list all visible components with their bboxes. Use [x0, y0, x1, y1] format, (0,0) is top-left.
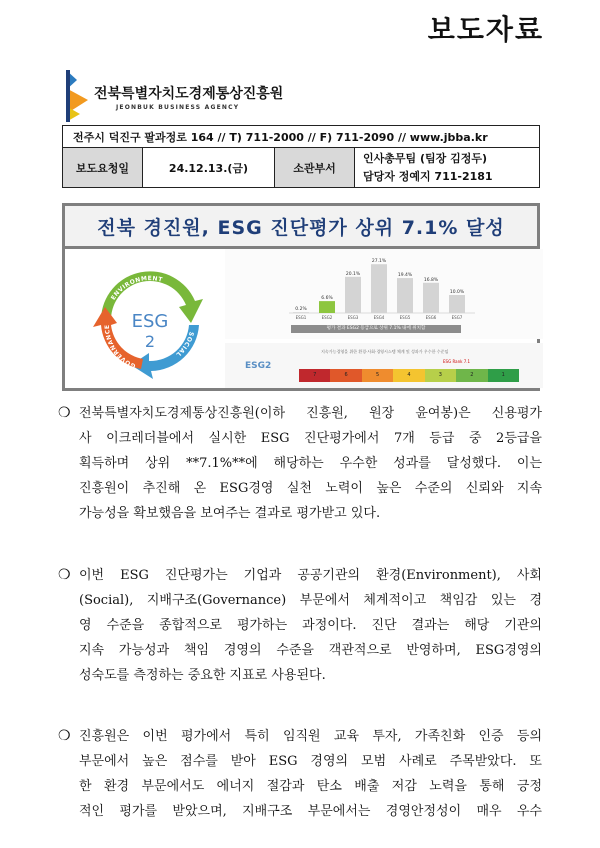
- paragraph-3: [60, 724, 542, 824]
- paragraph-line: 진흥원은 이번 평가에서 특히 임직원 교육 투자, 가족친화 인증 등의: [79, 729, 542, 744]
- governance-label: GOVERNANCE: [103, 324, 137, 370]
- bar-esg3: [345, 277, 361, 313]
- paragraph-line: 획득하며 상위 **7.1%**에 해당하는 우수한 성과를 달성했다. 이는: [79, 456, 542, 471]
- esg-center-number: 2: [144, 332, 156, 351]
- paragraph-line: 진흥원이 추진해 온 ESG경영 실천 노력이 높은 수준의 신뢰와 지속: [79, 481, 542, 496]
- environment-label: ENVIRONMENT: [109, 275, 164, 302]
- grade-cell-2: 2: [456, 369, 487, 382]
- department-person: 담당자 정예지 711-2181: [363, 169, 493, 183]
- grade-cell-5: 5: [362, 369, 393, 382]
- bar-value-label: 6.6%: [321, 296, 333, 302]
- bar-value-label: 0.2%: [295, 307, 307, 313]
- esg-cycle-graphic: [87, 261, 213, 383]
- bar-value-label: 27.1%: [371, 259, 387, 265]
- release-date-label: 보도요청일: [63, 148, 143, 188]
- paragraph-line: 한 환경 부문에서도 에너지 절감과 탄소 배출 저감 노력을 통해 긍정: [79, 779, 542, 794]
- paragraph-line: 전북특별자치도경제통상진흥원(이하 진흥원, 원장 윤여봉)은 신용평가: [79, 406, 542, 421]
- paragraph-line: 부문에서 높은 점수를 받아 ESG 경영의 모범 사례로 주목받았다. 또: [79, 754, 542, 769]
- esg-figure: [62, 249, 540, 391]
- paragraph-line: 성숙도를 측정하는 중요한 지표로 사용된다.: [79, 668, 326, 683]
- paragraph-line: 가능성을 확보했음을 보여주는 결과로 평가받고 있다.: [79, 506, 381, 521]
- paragraph-line: 사 이크레더블에서 실시한 ESG 진단평가에서 7개 등급 중 2등급을: [79, 431, 542, 446]
- category-label: ESG4: [373, 315, 385, 320]
- grade-cell-7: 7: [299, 369, 330, 382]
- bar-esg5: [397, 278, 413, 313]
- document-type-title: 보도자료: [427, 13, 544, 46]
- grade-cell-4: 4: [393, 369, 424, 382]
- grade-cell-6: 6: [330, 369, 361, 382]
- category-label: ESG7: [451, 315, 463, 320]
- scale-note: 지속가능경영을 위한 환경·사회·경영시스템 체계 및 성과가 우수한 수준임: [321, 349, 449, 354]
- grade-cell-1: 1: [488, 369, 519, 382]
- organization-name-english: JEONBUK BUSINESS AGENCY: [116, 104, 240, 111]
- agency-logo-icon: [64, 70, 90, 122]
- bar-esg7: [449, 295, 465, 313]
- bar-esg1: [293, 312, 309, 313]
- category-label: ESG2: [321, 315, 333, 320]
- social-label: SOCIAL: [174, 330, 195, 359]
- paragraph-line: 영 수준을 종합적으로 평가하는 과정이다. 진단 결과는 해당 기관의: [79, 618, 542, 633]
- department-contact: [355, 148, 540, 188]
- paragraph-line: 적인 평가를 받았으며, 지배구조 부문에서는 경영안정성이 매우 우수: [79, 804, 542, 819]
- department-label: 소관부서: [275, 148, 355, 188]
- organization-name: 전북특별자치도경제통상진흥원: [94, 86, 284, 102]
- category-label: ESG3: [347, 315, 359, 320]
- esg-center-label: ESG: [131, 311, 169, 332]
- category-label: ESG6: [425, 315, 437, 320]
- paragraph-2: [60, 563, 542, 688]
- category-label: ESG1: [295, 315, 307, 320]
- paragraph-line: 지속 가능성과 책임 경영의 수준을 객관적으로 반영하며, ESG경영의: [79, 643, 542, 658]
- category-label: ESG5: [399, 315, 411, 320]
- bar-esg6: [423, 283, 439, 313]
- distribution-chart-panel: [225, 249, 543, 339]
- grade-scale-panel: [225, 343, 543, 388]
- grade-scale: [299, 369, 519, 382]
- chart-caption: 평가 결과 ESG2 등급으로 상위 7.1% 내에 위치함: [291, 325, 461, 333]
- press-info-table: [62, 125, 540, 188]
- bar-value-label: 19.4%: [397, 273, 413, 279]
- bar-value-label: 16.8%: [423, 277, 439, 283]
- headline-box: [62, 203, 540, 249]
- paragraph-1: [60, 401, 542, 526]
- bar-esg2: [319, 301, 335, 313]
- grade-cell-3: 3: [425, 369, 456, 382]
- esg2-mark: ESG2: [245, 361, 272, 371]
- scale-rank: ESG Rank 7.1: [443, 359, 471, 364]
- bar-esg4: [371, 264, 387, 313]
- bar-value-label: 10.0%: [449, 290, 465, 295]
- svg-text:ENVIRONMENT: [110, 275, 164, 301]
- contact-info: 전주시 덕진구 팔과정로 164 // T) 711-2000 // F) 711-2090 // www.jbba.kr: [63, 126, 540, 148]
- bullet-icon: ❍: [58, 567, 71, 583]
- esg-grade-distribution-chart: [225, 249, 543, 325]
- release-date-value: 24.12.13.(금): [143, 148, 275, 188]
- bullet-icon: ❍: [58, 405, 71, 421]
- paragraph-line: 이번 ESG 진단평가는 기업과 공공기관의 환경(Environment), 사회: [79, 568, 542, 583]
- paragraph-line: (Social), 지배구조(Governance) 부문에서 체계적이고 책임감 있는 경: [79, 593, 542, 608]
- bar-value-label: 20.1%: [345, 271, 361, 277]
- headline: 전북 경진원, ESG 진단평가 상위 7.1% 달성: [97, 216, 505, 239]
- bullet-icon: ❍: [58, 728, 71, 744]
- department-team: 인사총무팀 (팀장 김정두): [363, 151, 487, 165]
